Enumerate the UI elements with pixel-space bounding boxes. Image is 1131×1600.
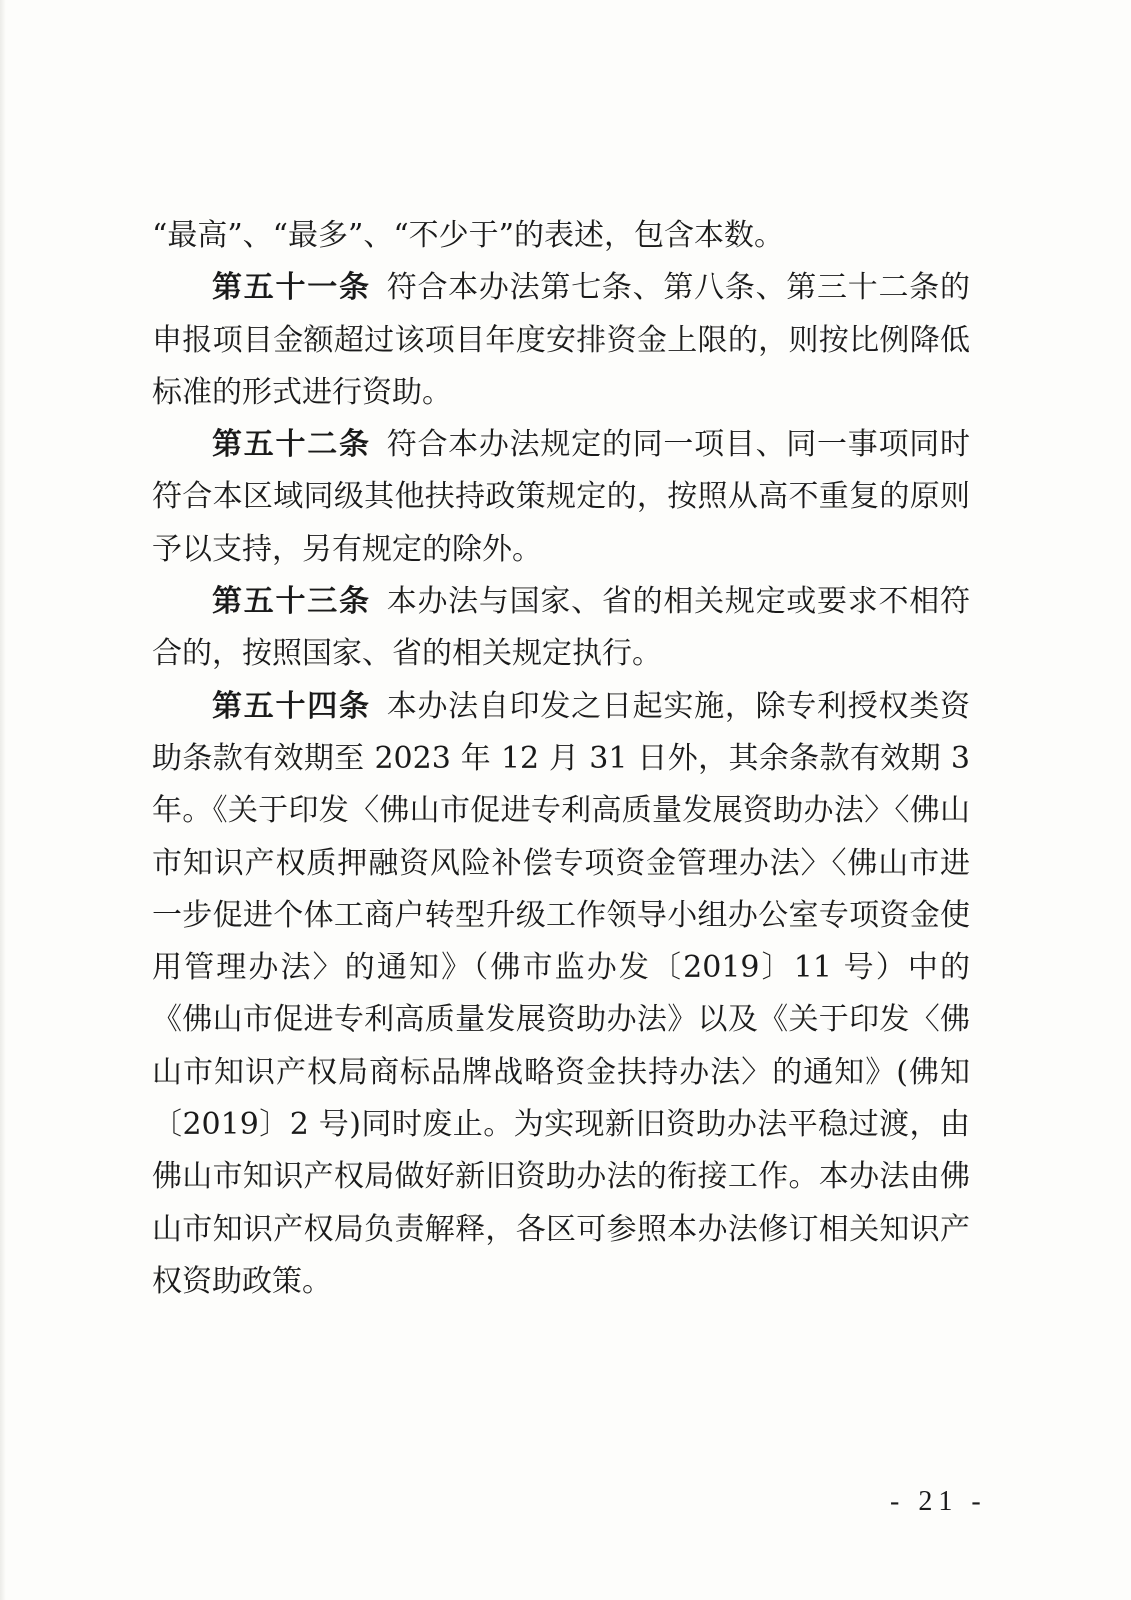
article-number: 第五十一条 [212, 270, 371, 306]
article-54 [152, 681, 970, 1309]
page-number: - 21 - [890, 1486, 987, 1517]
article-number: 第五十三条 [212, 584, 371, 620]
paragraph-text: 符合本办法第七条、第八条、第三十二条的申报项目金额超过该项目年度安排资金上限的，则按比例降低标准的形式进行资助。 [152, 270, 971, 410]
article-53 [152, 576, 970, 681]
paragraph-text: 本办法与国家、省的相关规定或要求不相符合的，按照国家、省的相关规定执行。 [152, 584, 971, 672]
paragraph-text: “最高”、“最多”、“不少于”的表述，包含本数。 [152, 218, 785, 253]
article-number: 第五十四条 [212, 688, 371, 724]
article-51 [152, 262, 970, 419]
paragraph-text: 符合本办法规定的同一项目、同一事项同时符合本区域同级其他扶持政策规定的，按照从高不重复的原则予以支持，另有规定的除外。 [152, 427, 971, 567]
paragraph-continuation [152, 210, 970, 262]
article-number: 第五十二条 [212, 427, 371, 463]
scan-edge [0, 0, 6, 1600]
article-52 [152, 419, 970, 576]
paragraph-text: 本办法自印发之日起实施，除专利授权类资助条款有效期至 2023 年 12 月 31 日外，其余条款有效期 3 年。《关于印发〈佛山市促进专利高质量发展资助办法〉〈佛山市知识产权质押融资风险补偿专项资金管理办法〉〈佛山市进一步促进个体工商户转型升级工作领导小组办公室专项资金使用管理办法〉的通知》（佛市监办发〔2019〕11 号）中的《佛山市促进专利高质量发展资助办法》以及《关于印发〈佛山市知识产权局商标品牌战略资金扶持办法〉的通知》(佛知〔2019〕2 号)同时废止。为实现新旧资助办法平稳过渡，由佛山市知识产权局做好新旧资助办法的衔接工作。本办法由佛山市知识产权局负责解释，各区可参照本办法修订相关知识产权资助政策。 [152, 688, 971, 1299]
document-body [152, 210, 970, 1308]
